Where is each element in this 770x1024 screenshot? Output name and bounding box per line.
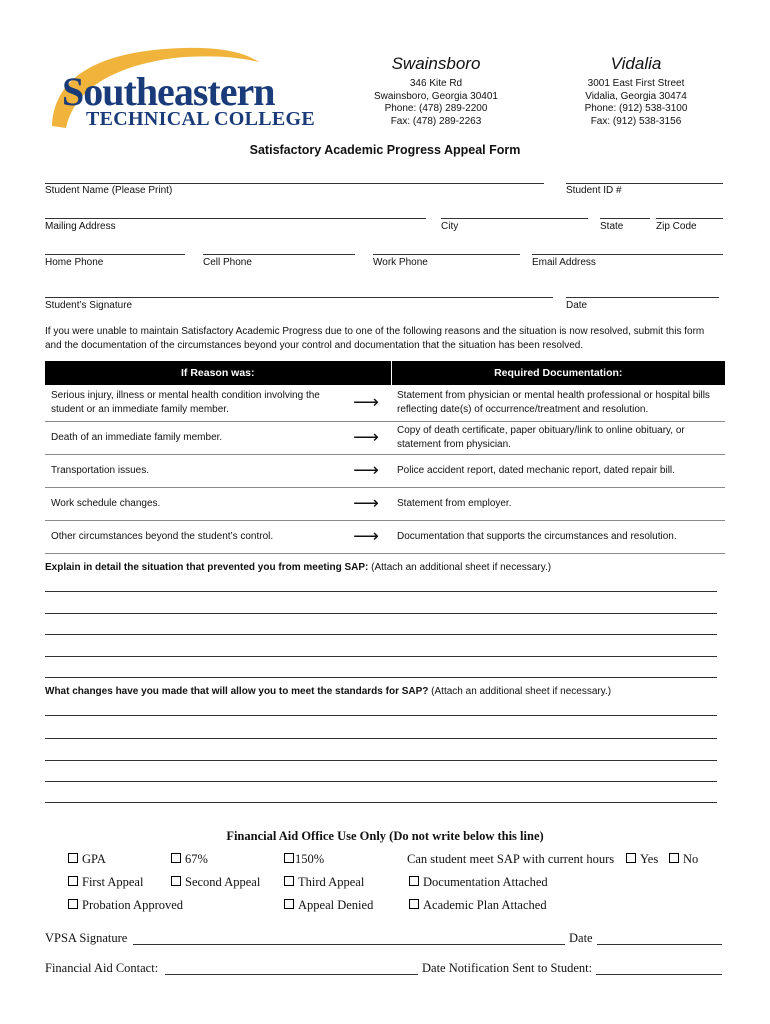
- second-appeal-label: Second Appeal: [185, 875, 261, 889]
- answer-line[interactable]: [45, 677, 717, 678]
- probation-approved-label: Probation Approved: [82, 898, 184, 912]
- probation-approved-checkbox[interactable]: [68, 898, 183, 913]
- student-name-line[interactable]: [45, 183, 544, 184]
- work-phone-label: Work Phone: [373, 257, 428, 268]
- first-appeal-label: First Appeal: [82, 875, 144, 889]
- college-logo: [44, 44, 324, 134]
- signature-label: Student’s Signature: [45, 300, 133, 311]
- signature-date-line[interactable]: [566, 297, 719, 298]
- question-changes-bold: What changes have you made that will allow you to meet the standards for SAP?: [45, 686, 429, 697]
- campus-phone-line: Phone: (912) 538-3100: [584, 103, 688, 114]
- no-checkbox[interactable]: [669, 852, 698, 867]
- home-phone-label: Home Phone: [45, 257, 104, 268]
- checkbox-icon: [68, 876, 78, 886]
- campus-fax-line: Fax: (912) 538-3156: [590, 115, 682, 127]
- answer-line[interactable]: [45, 591, 717, 592]
- documentation-header: Required Documentation:: [391, 361, 725, 385]
- answer-line[interactable]: [45, 634, 717, 635]
- checkbox-icon: [626, 853, 636, 863]
- campus-address-line: 3001 East First Street: [587, 78, 685, 89]
- reason-header: If Reason was:: [45, 361, 391, 385]
- zip-line[interactable]: [656, 218, 723, 219]
- state-line[interactable]: [600, 218, 650, 219]
- checkbox-icon: [284, 876, 294, 886]
- cell-phone-label: Cell Phone: [203, 257, 252, 268]
- campus-swainsboro: [351, 54, 521, 128]
- campus-phone-line: Phone: (478) 289-2200: [384, 103, 488, 114]
- checkbox-icon: [284, 853, 294, 863]
- table-row: [45, 421, 725, 454]
- answer-line[interactable]: [45, 802, 717, 803]
- mailing-address-label: Mailing Address: [45, 221, 116, 232]
- answer-line[interactable]: [45, 715, 717, 716]
- question-explain-bold: Explain in detail the situation that prevented you from meeting SAP:: [45, 562, 369, 573]
- table-row: [45, 385, 725, 421]
- checkbox-icon: [171, 853, 181, 863]
- mailing-address-line[interactable]: [45, 218, 426, 219]
- table-row: [45, 520, 725, 553]
- campus-city-line: Swainsboro, Georgia 30401: [374, 90, 498, 102]
- city-line[interactable]: [441, 218, 588, 219]
- question-explain-note: (Attach an additional sheet if necessary.): [368, 562, 552, 573]
- question-explain: [45, 562, 551, 573]
- gpa-checkbox[interactable]: [68, 852, 106, 867]
- question-changes-note: (Attach an additional sheet if necessary.): [428, 686, 612, 697]
- academic-plan-checkbox[interactable]: [409, 898, 547, 913]
- state-label: State: [600, 221, 624, 232]
- doc-cell: Statement from physician or mental health professional or hospital bills reflecting date(s) of occurrence/treatment and resolution.: [391, 385, 725, 421]
- fa-contact-label: Financial Aid Contact:: [45, 961, 159, 975]
- student-id-label: Student ID #: [566, 185, 622, 196]
- documentation-attached-label: Documentation Attached: [423, 875, 548, 889]
- email-line[interactable]: [532, 254, 723, 255]
- signature-date-label: Date: [566, 300, 588, 311]
- office-use-heading: Financial Aid Office Use Only (Do not write below this line): [226, 829, 544, 843]
- intro-paragraph: If you were unable to maintain Satisfactory Academic Progress due to one of the following reasons and the situation is now resolved, submit this form and the documentation of the circumstances beyond your control and documentation that the situation has been resolved.: [45, 326, 705, 351]
- zip-label: Zip Code: [656, 221, 697, 232]
- logo-name-top: Southeastern: [62, 69, 275, 114]
- third-appeal-label: Third Appeal: [298, 875, 365, 889]
- vpsa-date-line[interactable]: [597, 944, 722, 945]
- doc-cell: Statement from employer.: [391, 487, 725, 520]
- form-title: Satisfactory Academic Progress Appeal Form: [249, 143, 521, 157]
- question-changes: [45, 686, 611, 697]
- checkbox-icon: [409, 899, 419, 909]
- signature-line[interactable]: [45, 297, 553, 298]
- yes-label: Yes: [640, 852, 659, 866]
- arrow-right-icon: ⟶: [341, 520, 391, 553]
- checkbox-icon: [171, 876, 181, 886]
- reason-cell: Other circumstances beyond the student’s control.: [45, 520, 341, 553]
- student-name-label: Student Name (Please Print): [45, 185, 173, 196]
- answer-line[interactable]: [45, 656, 717, 657]
- arrow-right-icon: ⟶: [341, 421, 391, 454]
- vpsa-signature-label: VPSA Signature: [45, 931, 128, 945]
- third-appeal-checkbox[interactable]: [284, 875, 364, 890]
- arrow-right-icon: ⟶: [341, 454, 391, 487]
- email-label: Email Address: [532, 257, 596, 268]
- answer-line[interactable]: [45, 760, 717, 761]
- reason-cell: Death of an immediate family member.: [45, 421, 341, 454]
- gpa-label: GPA: [82, 852, 106, 866]
- home-phone-line[interactable]: [45, 254, 185, 255]
- no-label: No: [683, 852, 699, 866]
- answer-line[interactable]: [45, 781, 717, 782]
- vpsa-date-label: Date: [569, 931, 593, 945]
- student-id-line[interactable]: [566, 183, 723, 184]
- cell-phone-line[interactable]: [203, 254, 355, 255]
- appeal-denied-checkbox[interactable]: [284, 898, 373, 913]
- doc-cell: Copy of death certificate, paper obituary/link to online obituary, or statement from physician.: [391, 421, 725, 454]
- table-row: [45, 487, 725, 520]
- checkbox-icon: [68, 853, 78, 863]
- academic-plan-label: Academic Plan Attached: [423, 898, 547, 912]
- arrow-right-icon: ⟶: [341, 385, 391, 421]
- documentation-attached-checkbox[interactable]: [409, 875, 548, 890]
- campus-name: Swainsboro: [391, 54, 481, 73]
- date-notification-line[interactable]: [596, 974, 722, 975]
- checkbox-icon: [409, 876, 419, 886]
- date-notification-label: Date Notification Sent to Student:: [422, 961, 593, 975]
- reason-cell: Transportation issues.: [45, 454, 341, 487]
- pct67-checkbox[interactable]: [171, 852, 208, 867]
- campus-fax-line: Fax: (478) 289-2263: [390, 115, 482, 127]
- reasons-table: [45, 361, 725, 554]
- pct150-label: 150%: [295, 852, 325, 866]
- table-row: [45, 454, 725, 487]
- first-appeal-checkbox[interactable]: [68, 875, 143, 890]
- checkbox-icon: [669, 853, 679, 863]
- can-meet-sap-label: Can student meet SAP with current hours: [407, 852, 615, 866]
- arrow-right-icon: ⟶: [341, 487, 391, 520]
- campus-vidalia: [551, 54, 721, 128]
- second-appeal-checkbox[interactable]: [171, 875, 260, 890]
- fa-contact-line[interactable]: [165, 974, 418, 975]
- answer-line[interactable]: [45, 738, 717, 739]
- city-label: City: [441, 221, 459, 232]
- reason-cell: Work schedule changes.: [45, 487, 341, 520]
- campus-city-line: Vidalia, Georgia 30474: [585, 90, 687, 102]
- checkbox-icon: [68, 899, 78, 909]
- checkbox-icon: [284, 899, 294, 909]
- yes-checkbox[interactable]: [626, 852, 658, 867]
- vpsa-signature-line[interactable]: [133, 944, 565, 945]
- answer-line[interactable]: [45, 613, 717, 614]
- campus-name: Vidalia: [610, 54, 662, 73]
- pct150-checkbox[interactable]: [284, 852, 324, 867]
- appeal-denied-label: Appeal Denied: [298, 898, 374, 912]
- work-phone-line[interactable]: [373, 254, 520, 255]
- pct67-label: 67%: [185, 852, 208, 866]
- doc-cell: Documentation that supports the circumstances and resolution.: [391, 520, 725, 553]
- campus-address-line: 346 Kite Rd: [409, 78, 463, 89]
- logo-name-bottom: TECHNICAL COLLEGE: [86, 108, 316, 130]
- doc-cell: Police accident report, dated mechanic report, dated repair bill.: [391, 454, 725, 487]
- reason-cell: Serious injury, illness or mental health condition involving the student or an immediate family member.: [45, 385, 341, 421]
